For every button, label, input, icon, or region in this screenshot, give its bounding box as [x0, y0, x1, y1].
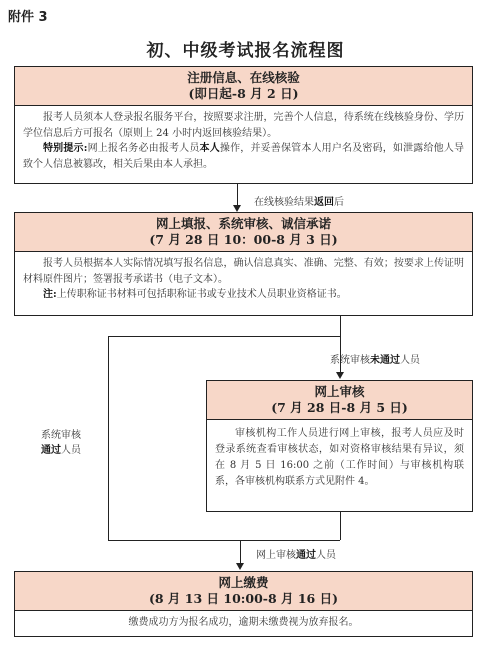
- fail-part2: 人员: [400, 355, 420, 366]
- step2-box: [14, 212, 473, 316]
- annex-label: 附件 3: [8, 10, 48, 25]
- step4-title: 网上缴费: [218, 575, 269, 590]
- pass-line1: 系统审核: [41, 430, 81, 441]
- fail-branch-label: [330, 351, 420, 366]
- step2-date: (7 月 28 日 10：00-8 月 3 日): [149, 232, 338, 247]
- step1-tip: [23, 141, 464, 172]
- step3-text: 审核机构工作人员进行网上审核，报考人员应及时登录系统查看审核状态，如对资格审核结果有异议，须在 8 月 5 日 16:00 之前（工作时间）与审核机构联系，各审核机构联系方式见附件 4。: [215, 428, 464, 487]
- connector2-part2: 人员: [316, 550, 336, 561]
- step2-title: 网上填报、系统审核、诚信承诺: [155, 216, 331, 231]
- connector1-part2: 后: [334, 197, 344, 208]
- step4-box: [14, 571, 473, 637]
- step3-down-line: [340, 512, 341, 540]
- pass-branch-bottom: [108, 540, 240, 541]
- step2-note-text: 上传职称证书材料可包括职称证书或专业技术人员职业资格证书。: [56, 289, 347, 300]
- connector1-line: [237, 184, 238, 206]
- step3-title: 网上审核: [314, 384, 365, 399]
- step4-text: 缴费成功方为报名成功，逾期未缴费视为放弃报名。: [128, 617, 359, 628]
- fail-branch-arrow: [336, 372, 344, 379]
- pass-part2: 人员: [61, 445, 81, 456]
- fail-part1: 系统审核: [330, 355, 370, 366]
- step1-tip-part2: 操作，并妥善保管本人用户名及密码，如泄露给他人导致个人信息被篡改，相关后果由本人承担。: [23, 143, 464, 170]
- pass-branch-label: [41, 428, 81, 458]
- step4-date: (8 月 13 日 10:00-8 月 16 日): [148, 591, 339, 606]
- fail-bold: 未通过: [370, 355, 400, 366]
- step3-header: [207, 381, 472, 420]
- connector2-bold: 通过: [296, 550, 316, 561]
- connector1-arrow: [233, 205, 241, 212]
- step1-body: [15, 106, 472, 176]
- connector2-label: [256, 546, 336, 561]
- connector1-label: [254, 193, 344, 208]
- step3-body: [207, 420, 472, 494]
- step2-note-label: 注:: [43, 289, 57, 300]
- step2-note: [23, 287, 464, 303]
- pass-branch-top: [108, 336, 340, 337]
- step3-date: (7 月 28 日-8 月 5 日): [271, 400, 408, 415]
- step1-tip-bold: 本人: [199, 143, 220, 154]
- connector2-line: [240, 540, 241, 564]
- pass-branch-left: [108, 336, 109, 540]
- step1-tip-label: 特别提示:: [43, 143, 88, 154]
- step1-box: [14, 66, 473, 184]
- connector1-part1: 在线核验结果: [254, 197, 314, 208]
- step2-body: [15, 252, 472, 307]
- page-title: 初、中级考试报名流程图: [146, 41, 345, 61]
- step2-text: 报考人员根据本人实际情况填写报名信息，确认信息真实、准确、完整、有效；按要求上传证明材料原件图片；签署报考承诺书（电子文本）。: [23, 258, 464, 285]
- step1-text: 报考人员须本人登录报名服务平台，按照要求注册，完善个人信息，待系统在线核验身份、学历学位信息后方可报名（原则上 24 小时内返回核验结果）。: [23, 112, 464, 139]
- step1-date: (即日起-8 月 2 日): [188, 86, 299, 101]
- connector2-part1: 网上审核: [256, 550, 296, 561]
- step1-header: [15, 67, 472, 106]
- pass-bold: 通过: [41, 445, 61, 456]
- step4-body: [15, 611, 472, 635]
- step1-title: 注册信息、在线核验: [187, 70, 300, 85]
- step3-return-line: [240, 540, 340, 541]
- step3-box: [206, 380, 473, 512]
- connector1-bold: 返回: [314, 197, 334, 208]
- connector2-arrow: [236, 563, 244, 570]
- step4-header: [15, 572, 472, 611]
- step1-tip-part1: 网上报名务必由报考人员: [87, 143, 200, 154]
- step2-header: [15, 213, 472, 252]
